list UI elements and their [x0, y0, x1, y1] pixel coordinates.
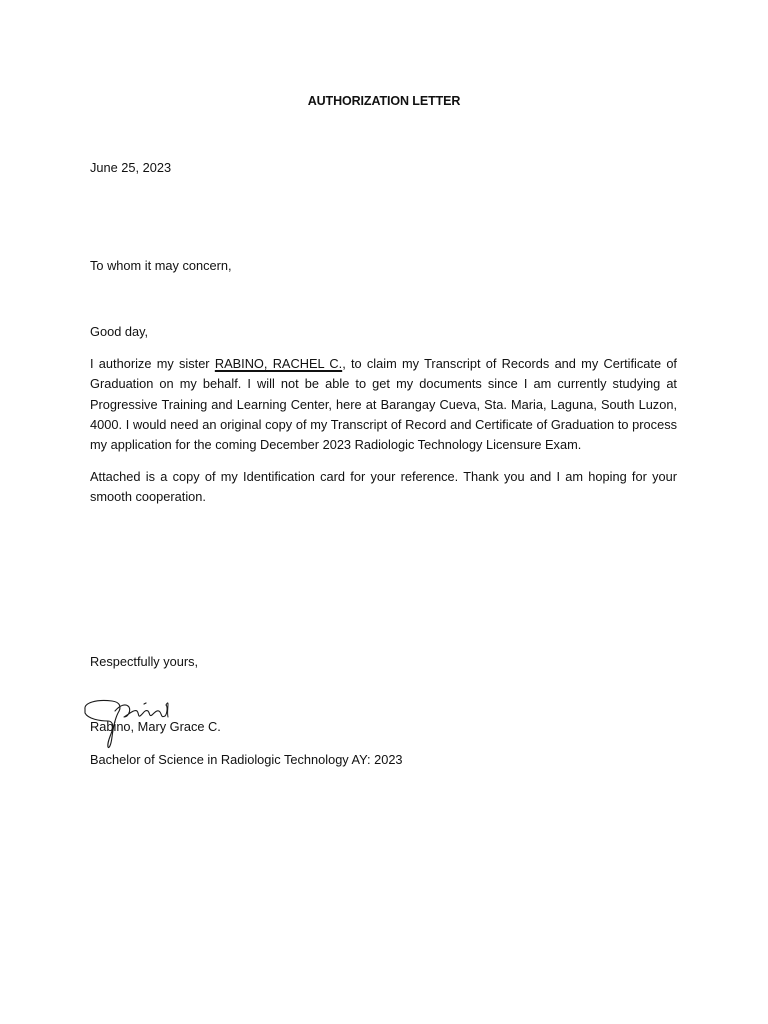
authorized-person-name: RABINO, RACHEL C. [214, 356, 343, 371]
letter-title: AUTHORIZATION LETTER [307, 94, 461, 108]
signatory-title: Bachelor of Science in Radiologic Technology AY: 2023 [90, 752, 403, 767]
signatory-name: Rabino, Mary Grace C. [90, 719, 221, 734]
paragraph-1-suffix: , to claim my Transcript of Records and my Certificate of Graduation on my behalf. I will not be able to get my documents since I am currently studying at Progressive Training and Learning Center, here at Barangay Cueva, Sta. Maria, Laguna, South Luzon, 4000. I would need an original copy of my Transcript of Record and Certificate of Graduation to process my application for the coming December 2023 Radiologic Technology Licensure Exam. [90, 356, 677, 453]
body-paragraph-1 [90, 354, 677, 455]
paragraph-1-prefix: I authorize my sister [90, 356, 215, 371]
salutation: To whom it may concern, [90, 258, 232, 273]
letter-date: June 25, 2023 [90, 160, 172, 175]
closing: Respectfully yours, [90, 654, 199, 669]
greeting: Good day, [90, 324, 149, 339]
body-paragraph-2: Attached is a copy of my Identification card for your reference. Thank you and I am hoping for your smooth cooperation. [90, 469, 677, 505]
